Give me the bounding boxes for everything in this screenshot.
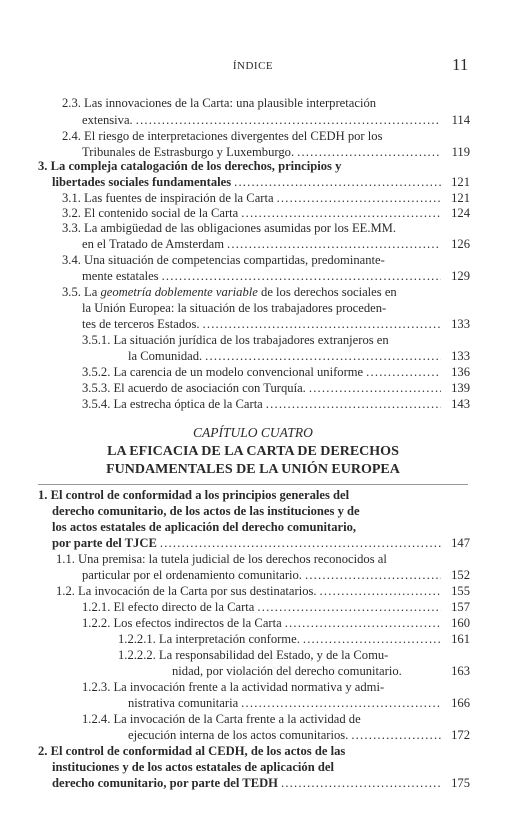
toc-entry-3-3: en el Tratado de Amsterdam ..... 126 <box>82 236 470 252</box>
toc-entry-1-2-3: nistrativa comunitaria ..... 166 <box>128 695 470 711</box>
toc-entry-1-1: particular por el ordenamiento comunitario. ..... 152 <box>82 567 470 583</box>
toc-entry-2-4: Tribunales de Estrasburgo y Luxemburgo. ..... 119 <box>82 144 470 160</box>
toc-section-3: libertades sociales fundamentales ..... 121 <box>52 174 470 190</box>
chapter-title-line1: LA EFICACIA DE LA CARTA DE DERECHOS <box>107 444 399 459</box>
toc-page: 147 <box>451 536 470 550</box>
toc-entry-1-2-1: 1.2.1. El efecto directo de la Carta ..... 157 <box>82 599 470 615</box>
toc-page: 166 <box>451 696 470 710</box>
toc-section-1-line1: 1. El control de conformidad a los principios generales del <box>38 488 350 502</box>
divider <box>38 484 468 485</box>
toc-entry-1-2-3-line1: 1.2.3. La invocación frente a la actividad normativa y admi- <box>82 680 385 694</box>
toc-page: 172 <box>451 728 470 742</box>
toc-page: 160 <box>451 616 470 630</box>
toc-section-2-line2: instituciones y de los actos estatales de aplicación del <box>52 760 334 774</box>
toc-entry-3-5-line2: la Unión Europea: la situación de los trabajadores proceden- <box>82 301 387 315</box>
toc-entry-3-5-line1: 3.5. La geometría doblemente variable de los derechos sociales en <box>62 285 397 299</box>
toc-section-2: derecho comunitario, por parte del TEDH ..... 175 <box>52 775 470 791</box>
toc-entry-1-1-line1: 1.1. Una premisa: la tutela judicial de los derechos reconocidos al <box>56 552 387 566</box>
running-header-title: ÍNDICE <box>232 60 274 72</box>
toc-page: 139 <box>451 381 470 395</box>
toc-page: 157 <box>451 600 470 614</box>
toc-section-1-line2: derecho comunitario, de los actos de las instituciones y de <box>52 504 360 518</box>
toc-entry-3-2: 3.2. El contenido social de la Carta ..... 124 <box>62 205 470 221</box>
toc-page: 163 <box>451 664 470 678</box>
toc-page: 152 <box>451 568 470 582</box>
toc-page: 143 <box>451 397 470 411</box>
toc-entry-1-2-4-line1: 1.2.4. La invocación de la Carta frente a la actividad de <box>82 712 361 726</box>
toc-entry-1-2-2: 1.2.2. Los efectos indirectos de la Carta ..... 160 <box>82 615 470 631</box>
toc-page: 121 <box>451 191 470 205</box>
toc-page: 175 <box>451 776 470 790</box>
toc-entry-2-3-line1: 2.3. Las innovaciones de la Carta: una plausible interpretación <box>62 96 377 110</box>
toc-section-2-line1: 2. El control de conformidad al CEDH, de los actos de las <box>38 744 346 758</box>
chapter-title-line2: FUNDAMENTALES DE LA UNIÓN EUROPEA <box>106 462 400 477</box>
toc-section-3-line1: 3. La compleja catalogación de los derechos, principios y <box>38 159 342 173</box>
page-number: 11 <box>452 55 469 74</box>
toc-entry-1-2-4: ejecución interna de los actos comunitarios. ..... 172 <box>128 727 470 743</box>
toc-entry-1-2-2-1: 1.2.2.1. La interpretación conforme. ..... 161 <box>118 631 470 647</box>
toc-page: 136 <box>451 365 470 379</box>
toc-entry-3-1: 3.1. Las fuentes de inspiración de la Carta ..... 121 <box>62 190 470 206</box>
toc-entry-3-5-3: 3.5.3. El acuerdo de asociación con Turquía. ..... 139 <box>82 380 470 396</box>
toc-entry-3-3-line1: 3.3. La ambigüedad de las obligaciones asumidas por los EE.MM. <box>62 221 397 235</box>
toc-page: 161 <box>451 632 470 646</box>
toc-page: 129 <box>451 269 470 283</box>
toc-entry-3-5-1: la Comunidad. ..... 133 <box>128 348 470 364</box>
toc-page: 124 <box>451 206 470 220</box>
toc-section-1: por parte del TJCE ..... 147 <box>52 535 470 551</box>
toc-entry-1-2: 1.2. La invocación de la Carta por sus destinatarios. ..... 155 <box>56 583 470 599</box>
toc-entry-3-5-4: 3.5.4. La estrecha óptica de la Carta ..... 143 <box>82 396 470 412</box>
toc-entry-3-4: mente estatales ..... 129 <box>82 268 470 284</box>
toc-page: 114 <box>451 113 470 127</box>
toc-entry-1-2-2-2: nidad, por violación del derecho comunitario. 163 <box>172 664 470 678</box>
toc-page: 126 <box>451 237 470 251</box>
toc-page: 119 <box>451 145 470 159</box>
toc-entry-3-5-1-line1: 3.5.1. La situación jurídica de los trabajadores extranjeros en <box>82 333 389 347</box>
toc-entry-3-4-line1: 3.4. Una situación de competencias compartidas, predominante- <box>62 253 385 267</box>
toc-entry-2-4-line1: 2.4. El riesgo de interpretaciones divergentes del CEDH por los <box>62 129 383 143</box>
toc-page: 121 <box>451 175 470 189</box>
toc-section-1-line3: los actos estatales de aplicación del derecho comunitario, <box>52 520 357 534</box>
toc-page: 133 <box>451 349 470 363</box>
toc-page: 155 <box>451 584 470 598</box>
toc-entry-3-5-2: 3.5.2. La carencia de un modelo convencional uniforme ..... 136 <box>82 364 470 380</box>
chapter-label: CAPÍTULO CUATRO <box>193 425 313 440</box>
toc-entry-3-5: tes de terceros Estados. ..... 133 <box>82 316 470 332</box>
toc-entry-2-3: extensiva. ..... 114 <box>82 112 470 128</box>
toc-entry-1-2-2-2-line1: 1.2.2.2. La responsabilidad del Estado, y de la Comu- <box>118 648 389 662</box>
toc-page: 133 <box>451 317 470 331</box>
